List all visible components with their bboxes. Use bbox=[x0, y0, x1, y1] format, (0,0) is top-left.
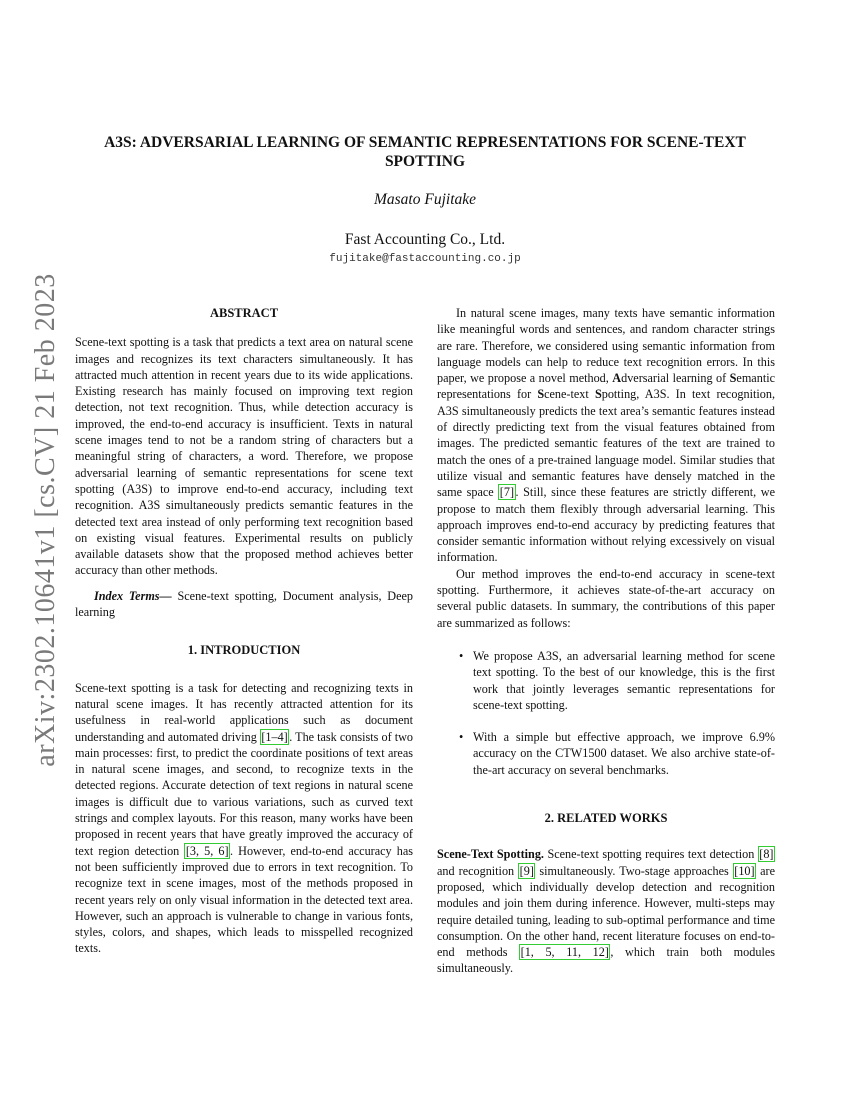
intro-paragraph-2 bbox=[437, 305, 775, 566]
related-text-2: and recognition bbox=[437, 863, 519, 878]
acronym-letter: A bbox=[612, 371, 622, 386]
contributions-list bbox=[437, 648, 775, 778]
intro-p2-text-a: In natural scene images, many texts have semantic information like meaningful words and sentences, and random character strings are rare. Therefore, we considered using semantic information from language models can help to reduce text recognition errors. In this paper, we propose a novel method, bbox=[437, 306, 775, 386]
related-text-4: are proposed, which individually develop detection and recognition modules and join them during inference. However, multi-steps may require detailed tuning, leading to sub-optimal performance and time consumption. On the other hand, recent literature focuses on end-to-end methods bbox=[437, 863, 775, 960]
related-text-3: simultaneously. Two-stage approaches bbox=[535, 863, 733, 878]
intro-p2-text-e: potting, A3S. In text recognition, A3S simultaneously predicts the text area’s semantic features instead of directly predicting text from the visual features obtained from images. The predicted semantic features of the text are trained to match the ones of a pre-trained language model. Similar studies that utilize visual and semantic features have densely matched in the same space bbox=[437, 387, 775, 500]
citation-link[interactable]: [8] bbox=[759, 847, 774, 862]
acronym-letter: S bbox=[594, 387, 602, 402]
index-terms-text: Scene-text spotting, Document analysis, Deep learning bbox=[75, 588, 413, 620]
index-terms-label: Index Terms— bbox=[94, 588, 172, 603]
intro-p1-text-a: Scene-text spotting is a task for detecting and recognizing texts in natural scene images. It has recently attracted attention for its usefulness in real-world applications such as document understanding and automated driving bbox=[75, 680, 413, 744]
runin-heading: Scene-Text Spotting. bbox=[437, 847, 544, 862]
left-column bbox=[75, 305, 413, 957]
citation-link[interactable]: [1–4] bbox=[261, 729, 288, 744]
abstract-text: Scene-text spotting is a task that predicts a text area on natural scene images and recognizes its text characters simultaneously. It has attracted much attention in recent years due to its wide applications. Existing research has mainly focused on improving text region detection, not text recognition. Thus, while detection accuracy is improved, the end-to-end accuracy is insufficient. Texts in natural scene images tend to not be a random string of characters but a meaningful string of characters, a word. Therefore, we propose adversarial learning of semantic representations for scene text spotting (A3S) to improve end-to-end accuracy, including text recognition. A3S simultaneously predicts semantic features in the detected text area instead of only performing text recognition based on existing visual features. Experimental results on publicly available datasets show that the proposed method achieves better accuracy than other methods. bbox=[75, 335, 413, 578]
intro-p1-text-b: . The task consists of two main processes: first, to predict the coordinate positions of text areas in natural scene images, and second, to recognize texts in the detected regions. Accurate detection of text regions in natural scene images is difficult due to various variations, such as curved text strings and complex layouts. For this reason, many works have been proposed in recent years that have greatly improved the accuracy of text region detection bbox=[75, 729, 413, 858]
intro-paragraph-3: Our method improves the end-to-end accuracy in scene-text spotting. Furthermore, it achieves state-of-the-art accuracy on several public datasets. In summary, the contributions of this paper are summarized as follows: bbox=[437, 566, 775, 630]
related-works-heading: 2. RELATED WORKS bbox=[544, 811, 668, 826]
abstract-heading: ABSTRACT bbox=[209, 306, 279, 320]
intro-p1-text-c: . However, end-to-end accuracy has not been sufficiently improved due to errors in text recognition. To recognize text in scene images, most of the methods proposed in recent years rely on only visual information in the detected text area. However, such an approach is vulnerable to change in various fonts, styles, colors, and shapes, which leads to misspelled recognized texts. bbox=[75, 843, 413, 956]
acronym-letter: S bbox=[537, 387, 545, 402]
title-line-1: A3S: ADVERSARIAL LEARNING OF SEMANTIC REPRESENTATIONS FOR SCENE-TEXT bbox=[104, 134, 746, 151]
index-terms bbox=[75, 588, 413, 621]
paper-title bbox=[75, 133, 775, 171]
intro-paragraph-1 bbox=[75, 680, 413, 957]
citation-link[interactable]: [10] bbox=[734, 863, 755, 878]
citation-link[interactable]: [9] bbox=[519, 863, 534, 878]
related-text-1: Scene-text spotting requires text detection bbox=[543, 847, 758, 862]
intro-p2-text-d: cene-text bbox=[544, 387, 595, 402]
title-line-2: SPOTTING bbox=[384, 153, 466, 170]
acronym-letter: S bbox=[729, 371, 737, 386]
introduction-heading: 1. INTRODUCTION bbox=[187, 643, 301, 658]
citation-link[interactable]: [3, 5, 6] bbox=[185, 843, 229, 858]
intro-p2-text-c: emantic representations for bbox=[437, 371, 775, 402]
intro-p2-text-f: . Still, since these features are strictly different, we propose to match them flexibly through adversarial learning. This approach improves end-to-end accuracy by predicting features that consider semantic information without relying excessively on visual information. bbox=[437, 485, 776, 565]
related-text-5: , which train both modules simultaneously. bbox=[437, 945, 775, 976]
citation-link[interactable]: [7] bbox=[499, 485, 515, 500]
author-email[interactable]: fujitake@fastaccounting.co.jp bbox=[329, 253, 521, 265]
related-paragraph bbox=[437, 846, 775, 976]
author-name: Masato Fujitake bbox=[373, 191, 477, 208]
list-item: • We propose A3S, an adversarial learning method for scene text spotting. To the best of our knowledge, this is the first work that jointly leverages semantic representations for scene-text spotting. bbox=[473, 648, 775, 713]
intro-p2-text-b: dversarial learning of bbox=[621, 371, 730, 386]
affiliation: Fast Accounting Co., Ltd. bbox=[344, 231, 506, 248]
citation-link[interactable]: [1, 5, 11, 12] bbox=[520, 945, 609, 960]
arxiv-identifier: arXiv:2302.10641v1 [cs.CV] 21 Feb 2023 bbox=[30, 273, 61, 767]
right-column bbox=[437, 305, 775, 977]
list-item: • With a simple but effective approach, we improve 6.9% accuracy on the CTW1500 dataset. We also archive state-of-the-art accuracy on several benchmarks. bbox=[473, 729, 775, 778]
